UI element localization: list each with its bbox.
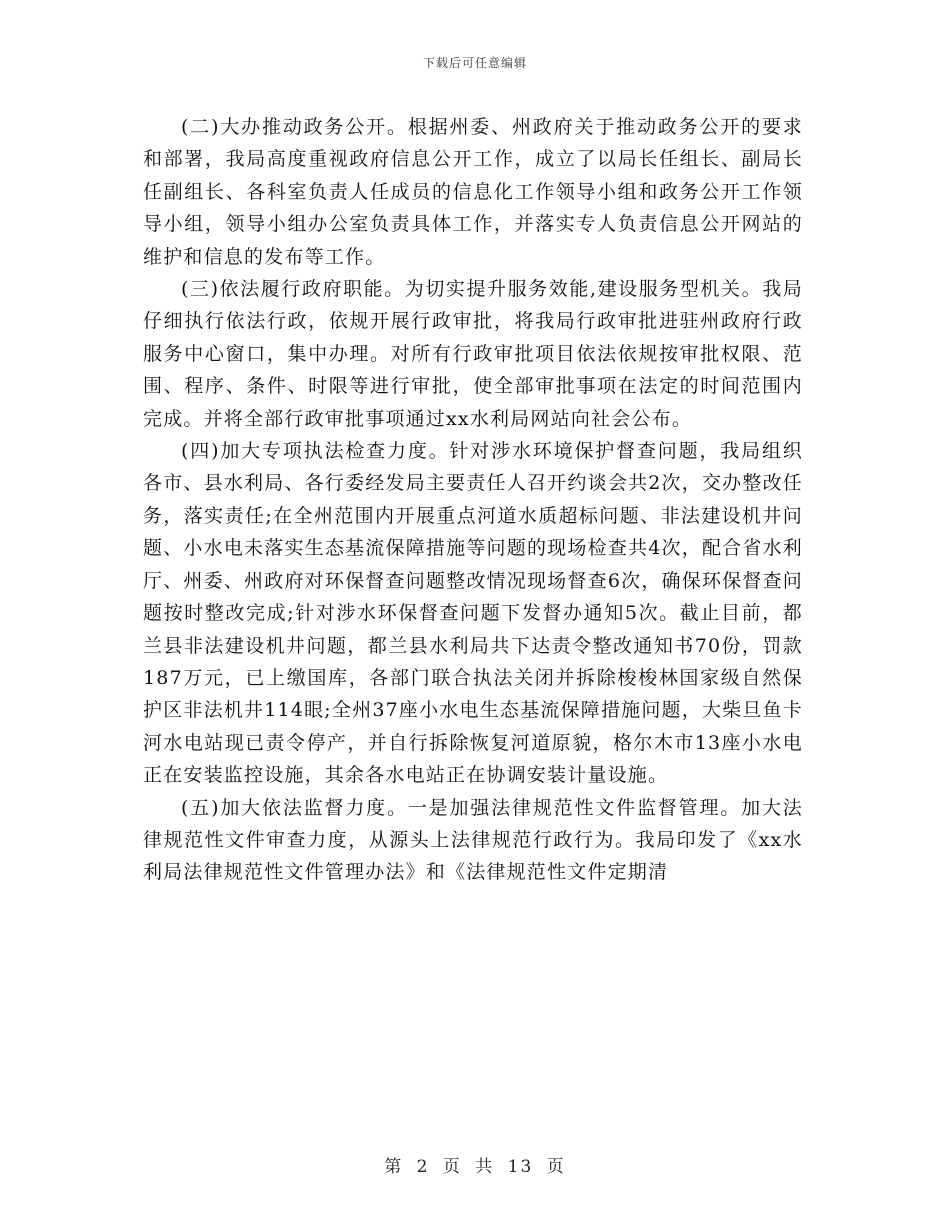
paragraph-open-government: (二)大办推动政务公开。根据州委、州政府关于推动政务公开的要求和部署，我局高度重视政府信息公开工作，成立了以局长任组长、副局长任副组长、各科室负责人任成员的信息化工作领导小组和政务公开工作领导小组，领导小组办公室负责具体工作，并落实专人负责信息公开网站的维护和信息的发布等工作。 <box>143 116 803 268</box>
paragraph-law-enforcement-inspection: (四)加大专项执法检查力度。针对涉水环境保护督查问题，我局组织各市、县水利局、各行委经发局主要责任人召开约谈会共2次，交办整改任务，落实责任;在全州范围内开展重点河道水质超标问题、非法建设机井问题、小水电未落实生态基流保障措施等问题的现场检查共4次，配合省水利厅、州委、州政府对环保督查问题整改情况现场督查6次，确保环保督查问题按时整改完成;针对涉水环保督查问题下发督办通知5次。截止目前，都兰县非法建设机井问题，都兰县水利局共下达责令整改通知书70份，罚款187万元，已上缴国库，各部门联合执法关闭并拆除梭梭林国家级自然保护区非法机井114眼;全州37座小水电生态基流保障措施问题，大柴旦鱼卡河水电站现已责令停产，并自行拆除恢复河道原貌，格尔木市13座小水电正在安装监控设施，其余各水电站正在协调安装计量设施。 <box>143 440 803 787</box>
page-header-note: 下载后可任意编辑 <box>422 56 527 70</box>
paragraph-government-functions: (三)依法履行政府职能。为切实提升服务效能,建设服务型机关。我局仔细执行依法行政，依规开展行政审批，将我局行政审批进驻州政府行政服务中心窗口，集中办理。对所有行政审批项目依法依规按审批权限、范围、程序、条件、时限等进行审批，使全部审批事项在法定的时间范围内完成。并将全部行政审批事项通过xx水利局网站向社会公布。 <box>143 278 803 430</box>
document-body <box>143 111 803 889</box>
paragraph-legal-supervision: (五)加大依法监督力度。一是加强法律规范性文件监督管理。加大法律规范性文件审查力度，从源头上法律规范行政行为。我局印发了《xx水利局法律规范性文件管理办法》和《法律规范性文件定期清 <box>143 796 803 884</box>
page-number-footer: 第 2 页 共 13 页 <box>384 1157 566 1177</box>
